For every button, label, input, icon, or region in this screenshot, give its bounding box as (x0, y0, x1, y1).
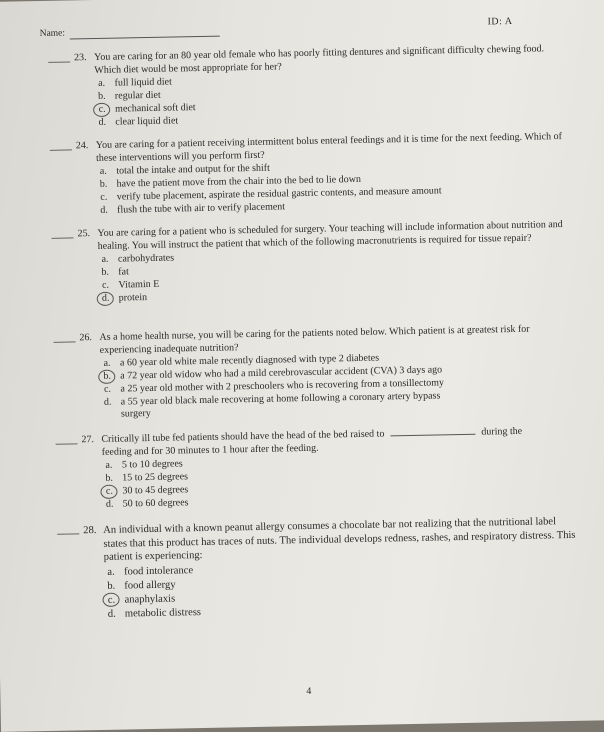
question-text-after: during the (481, 425, 523, 438)
option-text: fat (118, 266, 129, 278)
answer-blank[interactable] (48, 61, 70, 62)
question-number: 26. (79, 332, 93, 344)
option-letter: a. (99, 165, 107, 178)
question-number: 28. (83, 525, 97, 537)
option-letter: b. (107, 580, 116, 592)
option-text: regular diet (114, 89, 161, 102)
option-text: Vitamin E (118, 278, 160, 291)
option-text: 30 to 45 degrees (122, 484, 189, 497)
option-text: clear liquid diet (115, 114, 179, 128)
id-label: ID: A (487, 15, 513, 28)
fill-in-blank[interactable] (390, 434, 475, 437)
answer-blank[interactable] (52, 237, 74, 238)
option-text: mechanical soft diet (115, 101, 196, 115)
option-letter: d. (105, 498, 114, 510)
option-letter: d. (101, 292, 110, 304)
option-letter: c. (101, 279, 110, 291)
option-letter: d. (98, 116, 107, 128)
option-text: total the intake and output for the shift (116, 162, 270, 177)
option-letter: a. (107, 566, 115, 578)
option-text: flush the tube with air to verify placement (116, 200, 286, 216)
question-26 (53, 323, 575, 423)
question-text: You are caring for a patient receiving intermittent bolus enteral feedings and it is time for the next feeding. Which of these interventions will you perform first? (95, 131, 562, 164)
option-text: metabolic distress (124, 606, 202, 620)
option-letter: c. (107, 594, 116, 606)
question-number: 25. (77, 228, 91, 240)
option-letter: c. (98, 103, 106, 115)
option-text: a 60 year old white male recently diagnosed with type 2 diabetes (119, 352, 380, 369)
option-text: 50 to 60 degrees (122, 496, 189, 510)
option-letter: d. (100, 204, 108, 216)
option-letter: c. (105, 485, 114, 497)
option-letter: b. (99, 178, 108, 190)
option-text: food allergy (124, 579, 176, 592)
option-text: food intolerance (123, 564, 194, 578)
page-number: 4 (306, 685, 312, 698)
option-text: a 25 year old mother with 2 preschoolers who is recovering from a tonsillectomy (120, 377, 445, 395)
question-23 (48, 43, 569, 130)
option-letter: a. (101, 253, 109, 266)
question-number: 23. (74, 52, 87, 64)
question-number: 24. (75, 140, 89, 152)
question-28 (57, 515, 579, 623)
question-text: As a home health nurse, you will be caring for the patients noted below. Which patient is at greatest risk for experiencing inadequate nutrition? (99, 323, 530, 356)
question-text: You are caring for a patient who is scheduled for surgery. Your teaching will include information about nutrition and healing. You will instruct the patient that which of the following macronutrients is required for tissue repair? (97, 219, 563, 252)
name-label: Name: (39, 28, 66, 40)
question-text: An individual with a known peanut allergy consumes a chocolate bar not realizing that the nutritional label states that this product has traces of nuts. The individual develops redness, rashes, and respiratory distress. This patient is experiencing: (103, 516, 576, 564)
option-text: protein (118, 291, 148, 304)
option-letter: d. (107, 608, 116, 620)
option-letter: d. (103, 396, 112, 408)
option-text: a 55 year old black male recovering at home following a coronary artery bypass (120, 389, 441, 408)
question-number: 27. (81, 434, 95, 446)
question-text-line2: feeding and for 30 minutes to 1 hour after the feeding. (101, 442, 319, 458)
answer-blank[interactable] (50, 149, 72, 150)
option-text: 15 to 25 degrees (122, 471, 189, 484)
question-24 (50, 131, 571, 218)
option-text: surgery (120, 408, 151, 420)
option-letter: b. (103, 370, 112, 382)
answer-blank[interactable] (56, 443, 78, 444)
question-text: You are caring for an 80 year old female who has poorly fitting dentures and significant difficulty chewing food. Which diet would be most appropriate for her? (94, 43, 545, 76)
option-text: anaphylaxis (124, 593, 176, 606)
option-text: full liquid diet (114, 76, 172, 89)
question-text-before: Critically ill tube fed patients should have the head of the bed raised to (101, 428, 385, 445)
option-text: verify tube placement, aspirate the residual gastric contents, and measure amount (116, 185, 442, 203)
option-letter: a. (98, 77, 106, 90)
question-27 (55, 425, 576, 512)
option-letter: b. (105, 472, 114, 484)
option-letter: c. (103, 383, 112, 395)
option-text: a 72 year old widow who had a mild cerebrovascular accident (CVA) 3 days ago (120, 364, 443, 382)
option-letter: a. (103, 357, 111, 370)
question-25 (51, 219, 572, 306)
name-line[interactable] (70, 36, 220, 40)
option-text: 5 to 10 degrees (121, 458, 183, 471)
option-letter: c. (100, 191, 108, 203)
option-letter: b. (98, 90, 106, 102)
answer-blank[interactable] (57, 533, 79, 534)
option-text: carbohydrates (117, 252, 175, 265)
option-letter: b. (101, 266, 110, 278)
option-text: have the patient move from the chair into the bed to lie down (116, 173, 362, 190)
option-letter: a. (105, 459, 113, 472)
answer-blank[interactable] (54, 341, 76, 342)
